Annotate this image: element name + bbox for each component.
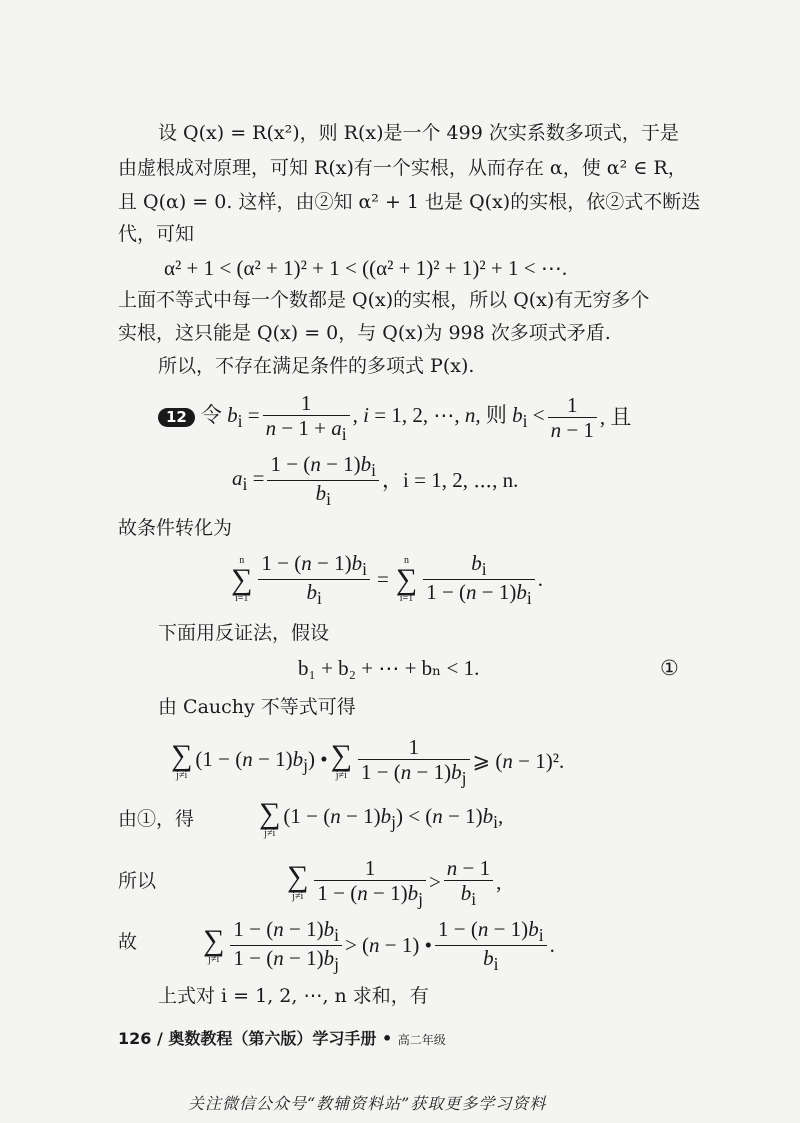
sum-symbol: n ∑ i=1 xyxy=(231,554,253,605)
equation-tag: ① xyxy=(660,656,679,680)
fraction: $\frac{1}{n - 1 + a_i}$ xyxy=(263,391,350,444)
fraction: $b_i$ $1 - (n - 1)b_i$ xyxy=(423,551,535,609)
sum-symbol: n ∑ i=1 xyxy=(395,554,418,605)
fraction: $\frac{1 - (n - 1)b_i}{b_i}$ xyxy=(258,551,370,609)
text-label: 所以 xyxy=(118,870,157,892)
fraction: n − 1 $b_i$ xyxy=(444,856,493,909)
text-line: 代，可知 xyxy=(118,223,195,245)
watermark-text: 关注微信公众号“教辅资料站”获取更多学习资料 xyxy=(188,1094,547,1113)
text-line: 故条件转化为 xyxy=(118,517,233,539)
fraction: $\frac{1 - (n - 1)b_i}{b_i}$ xyxy=(267,452,379,510)
problem-12-statement: 12 令 $b_i$ = $\frac{1}{n - 1 + a_i}$ , i = 1, 2, ⋯, n, 则 $b_i$ < 1 n − 1 , 且 xyxy=(158,391,631,444)
problem-number-badge: 12 xyxy=(158,408,195,427)
text-label: 故 xyxy=(118,931,138,953)
text-line: 由虚根成对原理，可知 R(x)有一个实根，从而存在 α，使 α² ∈ R， xyxy=(118,157,687,179)
text-line: 下面用反证法，假设 xyxy=(158,622,330,644)
sum-symbol: ∑ j≠i xyxy=(330,739,352,781)
ai-formula: $a_i$ = $\frac{1 - (n - 1)b_i}{b_i}$ ，i = 1, 2, ⋯, n. xyxy=(232,452,519,510)
grade-label: 高二年级 xyxy=(397,1033,446,1047)
fraction: $1 - (n - 1)b_i$ $b_i$ xyxy=(435,917,547,975)
derived-inequality-1: ∑ j≠i $(1 - (n - 1)b_j) < (n - 1)b_i$, xyxy=(259,797,504,839)
derived-inequality-3: ∑ j≠i $1 - (n - 1)b_i$ $1 - (n - 1)b_j$ > (n − 1) • $1 - (n - 1)b_i$ $b_i$ . xyxy=(203,917,555,975)
page-footer: 126 / 奥数教程（第六版）学习手册 • 高二年级 xyxy=(118,1029,446,1048)
text-line: 上面不等式中每一个数都是 Q(x)的实根，所以 Q(x)有无穷多个 xyxy=(118,289,650,311)
text-line: 且 Q(α) = 0. 这样，由②知 α² + 1 也是 Q(x)的实根，依②式不断迭 xyxy=(118,191,701,213)
text-label: 由①，得 xyxy=(118,808,195,830)
fraction: 1 $1 - (n - 1)b_j$ xyxy=(314,856,426,909)
assumption-inequality: b₁ + b₂ + ⋯ + bₙ < 1. xyxy=(298,656,480,680)
fraction: $1 - (n - 1)b_i$ $1 - (n - 1)b_j$ xyxy=(230,917,342,975)
sum-symbol: ∑ j≠i xyxy=(287,860,309,902)
text-line: 由 Cauchy 不等式可得 xyxy=(158,696,356,718)
book-title: 奥数教程（第六版）学习手册 xyxy=(168,1029,377,1048)
fraction: 1 n − 1 xyxy=(548,393,597,442)
fraction: 1 $1 - (n - 1)b_j$ xyxy=(358,735,470,788)
text-line: 设 Q(x) = R(x²)，则 R(x)是一个 499 次实系数多项式，于是 xyxy=(158,122,679,144)
page-number: 126 xyxy=(118,1029,152,1048)
text-line: 实根，这只能是 Q(x) = 0，与 Q(x)为 998 次多项式矛盾. xyxy=(118,322,611,344)
sum-symbol: ∑ j≠i xyxy=(171,739,193,781)
text-line: 上式对 i = 1, 2, ⋯, n 求和，有 xyxy=(158,985,429,1007)
condition-equation: n ∑ i=1 $\frac{1 - (n - 1)b_i}{b_i}$ = n ∑ i=1 $b_i$ $1 - (n - 1)b_i$ . xyxy=(231,551,543,609)
text-line: 所以，不存在满足条件的多项式 P(x). xyxy=(158,355,475,377)
derived-inequality-2: ∑ j≠i 1 $1 - (n - 1)b_j$ > n − 1 $b_i$ , xyxy=(287,856,502,910)
sum-symbol: ∑ j≠i xyxy=(203,923,225,966)
sum-symbol: ∑ j≠i xyxy=(259,797,281,839)
cauchy-inequality: ∑ j≠i $(1 - (n - 1)b_j)$ • ∑ j≠i 1 $1 - (n - 1)b_j$ ⩾ (n − 1)². xyxy=(171,735,565,789)
inequality-chain: α² + 1 < (α² + 1)² + 1 < ((α² + 1)² + 1)² + 1 < ⋯. xyxy=(164,256,568,280)
